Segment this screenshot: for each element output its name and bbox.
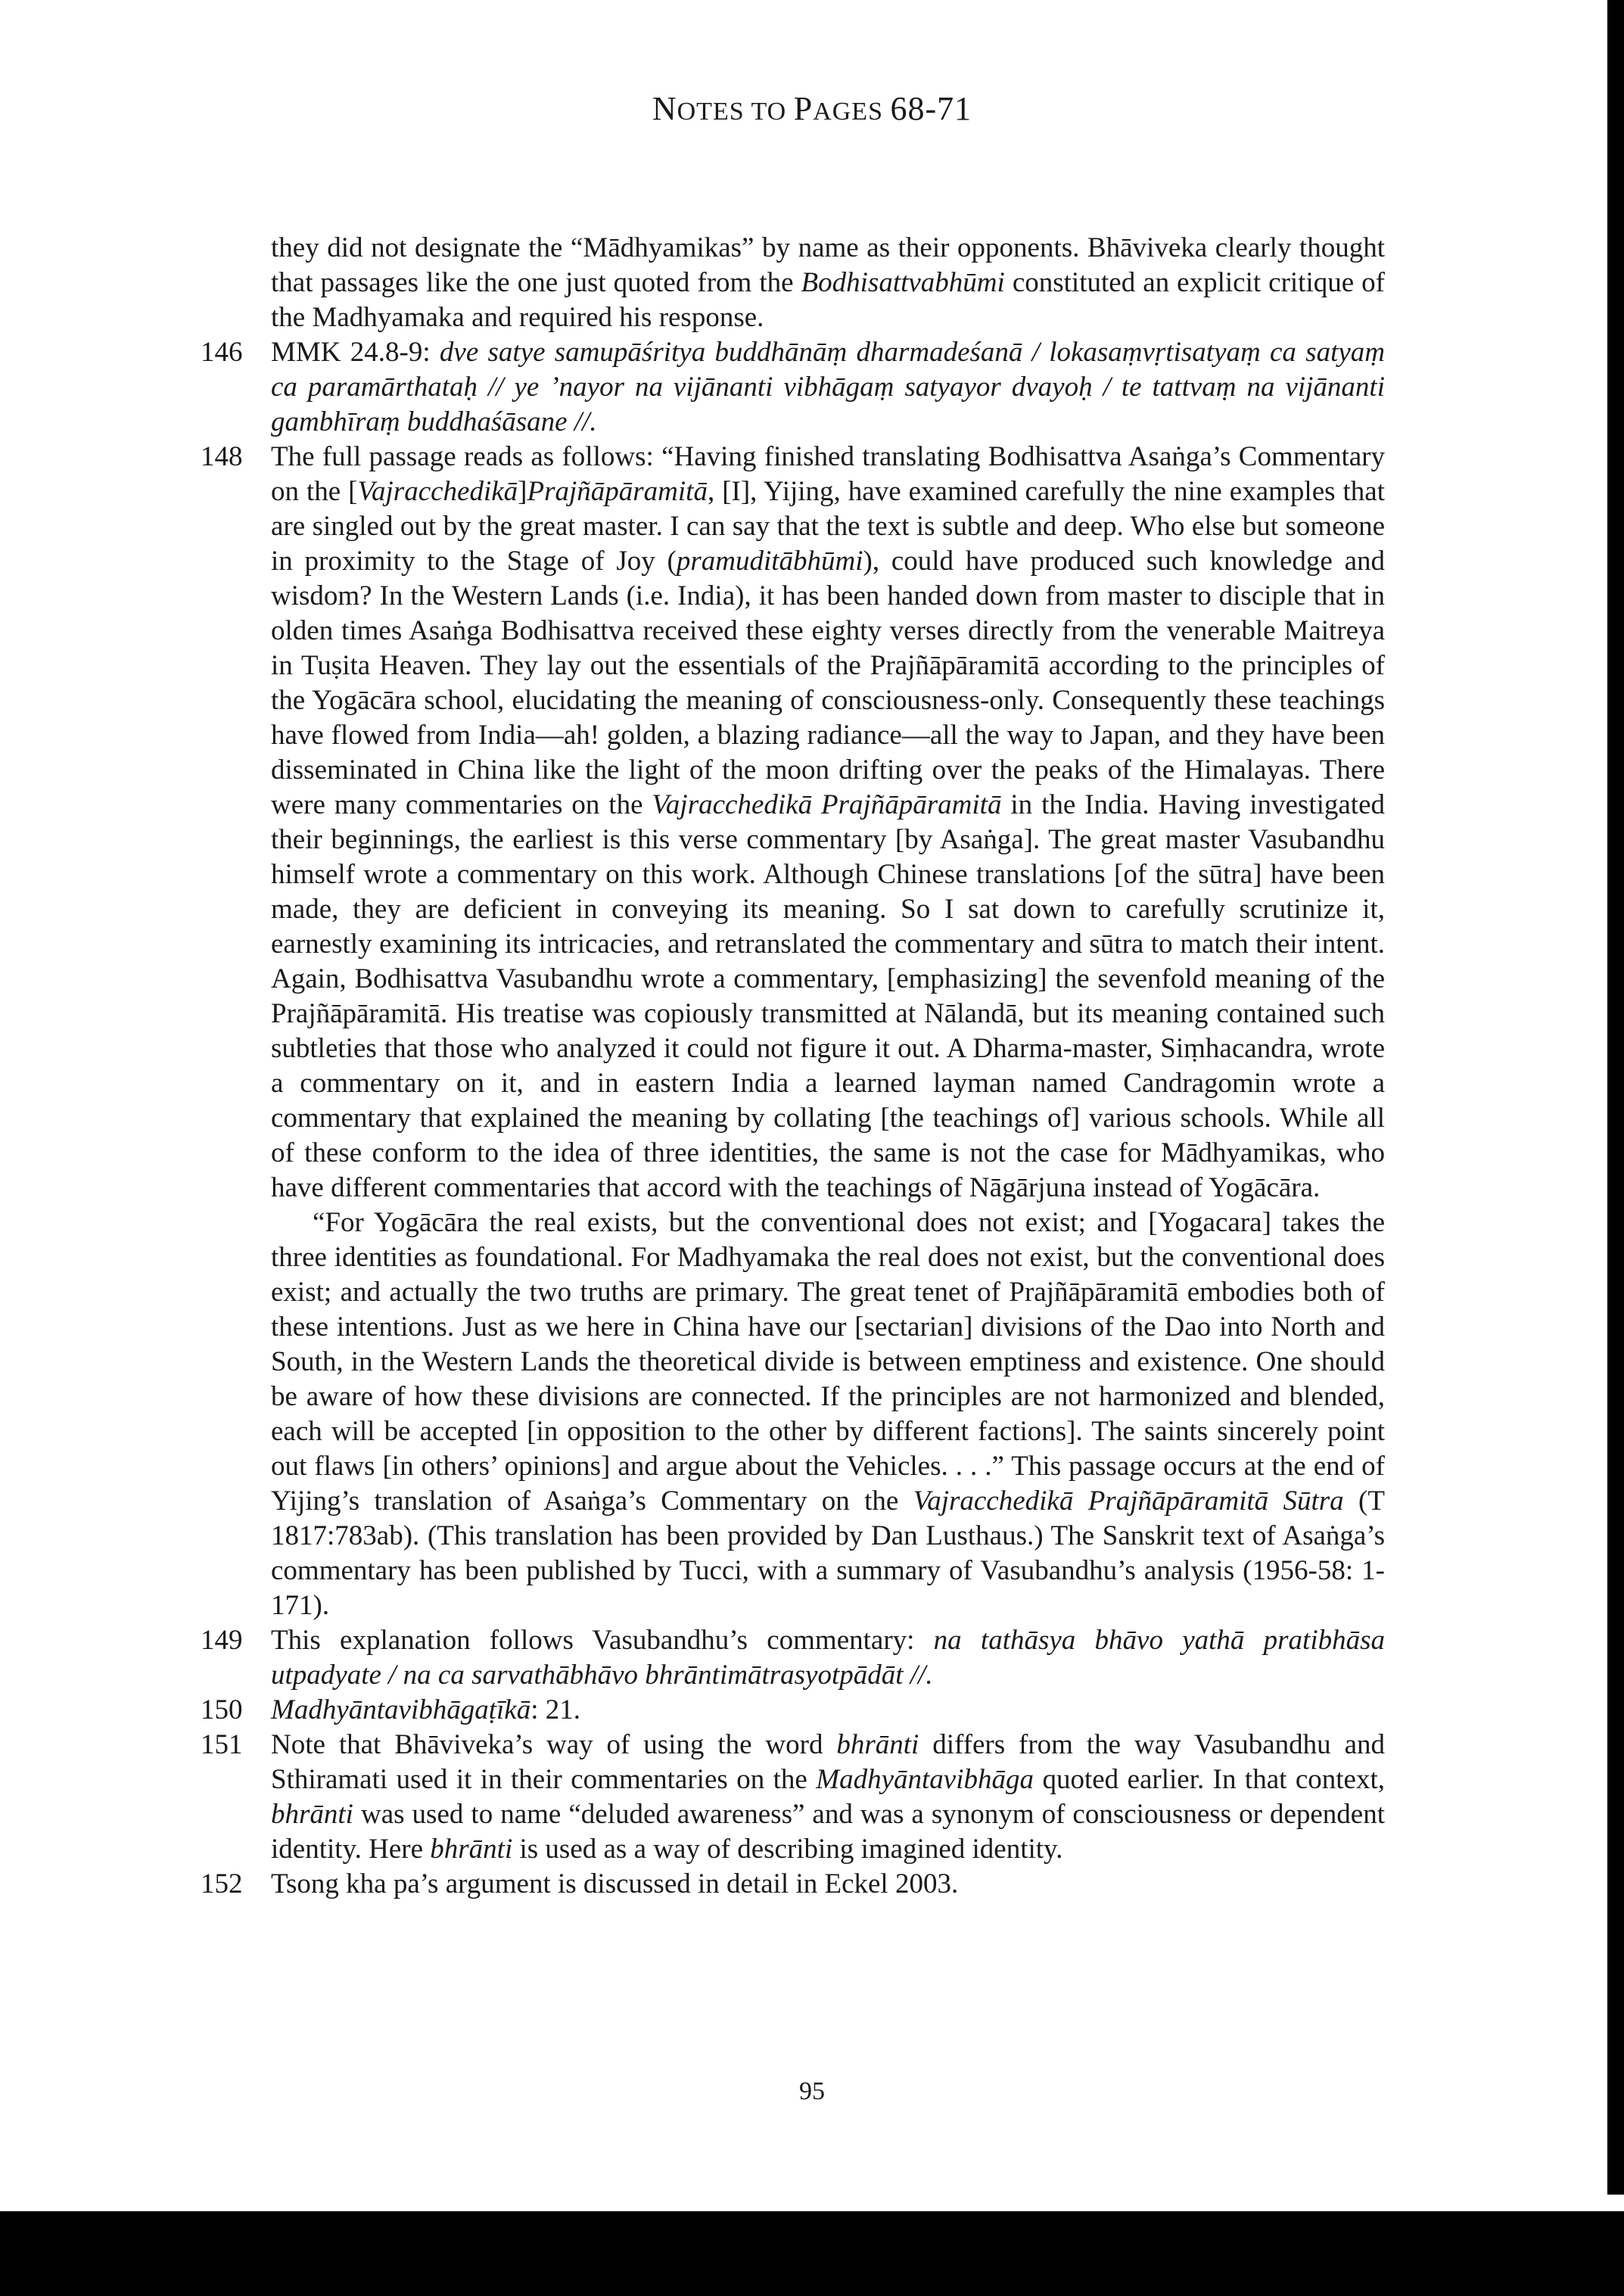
note-148-paragraph-2: “For Yogācāra the real exists, but the conventional does not exist; and [Yogacara] takes the three identities as foundational. For Madhyamaka the real does not exist, but the conventional does exist; and actually the two truths are primary. The great tenet of Prajñāpāramitā embodies both of these intentions. Just as we here in China have our [sectarian] divisions of the Dao into North and South, in the Western Lands the theoretical divide is between emptiness and existence. One should be aware of how these divisions are connected. If the principles are not harmonized and blended, each will be accepted [in opposition to the other by different factions]. The saints sincerely point out flaws [in others’ opinions] and argue about the Vehicles. . . .” This passage occurs at the end of Yijing’s translation of Asaṅga’s Commentary on the Vajracchedikā Prajñāpāramitā Sūtra (T 1817:783ab). (This translation has been provided by Dan Lusthaus.) The Sanskrit text of Asaṅga’s commentary has been published by Tucci, with a summary of Vasubandhu’s analysis (1956-58: 1-171). bbox=[271, 1207, 1385, 1621]
note-148: 148 The full passage reads as follows: “Having finished translating Bodhisattva Asaṅga’s Commentary on the [Vajracchedikā]Prajñāpāramitā, [I], Yijing, have examined carefully the nine examples that are singled out by the great master. I can say that the text is subtle and deep. Who else but someone in proximity to the Stage of Joy (pramuditābhūmi), could have produced such knowledge and wisdom? In the Western Lands (i.e. India), it has been handed down from master to disciple that in olden times Asaṅga Bodhisattva received these eighty verses directly from the venerable Maitreya in Tuṣita Heaven. They lay out the essentials of the Prajñāpāramitā according to the principles of the Yogācāra school, elucidating the meaning of consciousness-only. Consequently these teachings have flowed from India—ah! golden, a blazing radiance—all the way to Japan, and they have been disseminated in China like the light of the moon drifting over the peaks of the Himalayas. There were many commentaries on the Vajracchedikā Prajñāpāramitā in the India. Having investigated their beginnings, the earliest is this verse commentary [by Asaṅga]. The great master Vasubandhu himself wrote a commentary on this work. Although Chinese translations [of the sūtra] have been made, they are deficient in conveying its meaning. So I sat down to carefully scrutinize it, earnestly examining its intricacies, and retranslated the commentary and sūtra to match their intent. Again, Bodhisattva Vasubandhu wrote a commentary, [emphasizing] the sevenfold meaning of the Prajñāpāramitā. His treatise was copiously transmitted at Nālandā, but its meaning contained such subtleties that those who analyzed it could not figure it out. A Dharma-master, Siṃhacandra, wrote a commentary on it, and in eastern India a learned layman named Candragomin wrote a commentary that explained the meaning by collating [the teachings of] various schools. While all of these conform to the idea of three identities, the same is not the case for Mādhyamikas, who have different commentaries that accord with the teachings of Nāgārjuna instead of Yogācāra. bbox=[201, 441, 1386, 1203]
note-number: 146 bbox=[201, 337, 243, 368]
scan-edge-bottom bbox=[0, 2211, 1624, 2296]
running-header: NOTES TO PAGES 68-71 bbox=[652, 90, 972, 127]
continued-note-text: they did not designate the “Mādhyamikas” by name as their opponents. Bhāviveka clearly thought that passages like the one just quoted from the Bodhisattvabhūmi constituted an explicit critique of the Madhyamaka and required his response. bbox=[271, 232, 1385, 333]
scan-edge-right bbox=[1607, 0, 1624, 2195]
note-146: 146 MMK 24.8-9: dve satye samupāśritya buddhānāṃ dharmadeśanā / lokasaṃvṛtisatyaṃ ca satyaṃ ca paramārthataḥ // ye ’nayor na vijānanti vibhāgaṃ satyayor dvayoḥ / te tattvaṃ na vijānanti gambhīraṃ buddhaśāsane //. bbox=[201, 337, 1385, 437]
note-number: 151 bbox=[201, 1729, 243, 1760]
page-number: 95 bbox=[799, 2077, 825, 2105]
note-152: 152 Tsong kha pa’s argument is discussed in detail in Eckel 2003. bbox=[201, 1867, 1385, 1902]
note-number: 152 bbox=[201, 1868, 243, 1899]
notes-body bbox=[201, 231, 1385, 1902]
note-150: 150 Madhyāntavibhāgaṭīkā: 21. bbox=[201, 1693, 1385, 1728]
note-number: 149 bbox=[201, 1625, 243, 1656]
note-number: 150 bbox=[201, 1694, 243, 1725]
note-149: 149 This explanation follows Vasubandhu’s commentary: na tathāsya bhāvo yathā pratibhāsa utpadyate / na ca sarvathābhāvo bhrāntimātrasyotpādāt //. bbox=[201, 1625, 1385, 1691]
note-number: 148 bbox=[201, 441, 243, 472]
note-151: 151 Note that Bhāviveka’s way of using the word bhrānti differs from the way Vasubandhu and Sthiramati used it in their commentaries on the Madhyāntavibhāga quoted earlier. In that context, bhrānti was used to name “deluded awareness” and was a synonym of consciousness or dependent identity. Here bhrānti is used as a way of describing imagined identity. bbox=[201, 1729, 1386, 1865]
